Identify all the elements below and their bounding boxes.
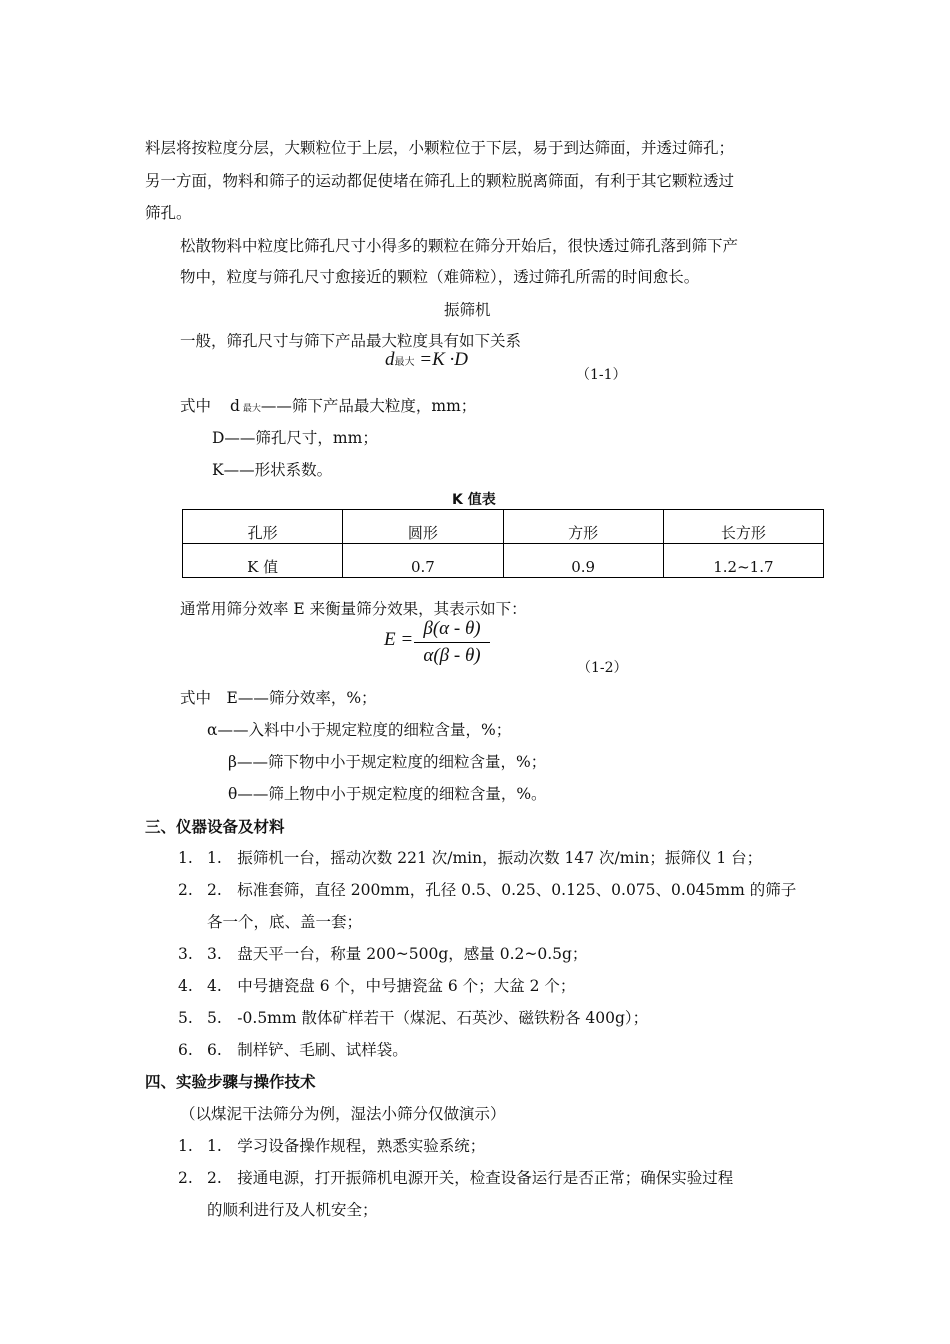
list-item: 2. 接通电源，打开振筛机电源开关，检查设备运行是否正常；确保实验过程 (207, 1169, 734, 1187)
eq1-rhs: =K ·D (419, 349, 468, 370)
list-item-number: 3. (178, 945, 193, 963)
eq1-lhs: d (385, 349, 395, 370)
paragraph-2-line-2: 物中，粒度与筛孔尺寸愈接近的颗粒（难筛粒），透过筛孔所需的时间愈长。 (180, 268, 700, 286)
table-cell: 0.7 (343, 544, 503, 578)
fraction-bar (414, 642, 490, 643)
table-cell: 0.9 (503, 544, 663, 578)
list-item: 4. 中号搪瓷盘 6 个，中号搪瓷盆 6 个；大盆 2 个； (207, 977, 576, 995)
relation-text: 一般，筛孔尺寸与筛下产品最大粒度具有如下关系 (180, 332, 522, 350)
k-value-table (182, 509, 824, 578)
eq2-denominator: α(β - θ) (423, 645, 481, 666)
table-cell: 1.2~1.7 (663, 544, 823, 578)
equation-number-1-2: （1-2） (577, 660, 628, 676)
list-item: 6. 制样铲、毛刷、试样袋。 (207, 1041, 408, 1059)
paragraph-2-line-1: 松散物料中粒度比筛孔尺寸小得多的颗粒在筛分开始后，很快透过筛孔落到筛下产 (180, 237, 739, 255)
k-table-title: K 值表 (452, 492, 496, 508)
eq1-def-d-max (180, 396, 476, 419)
list-item-number: 4. (178, 977, 193, 995)
table-cell: K 值 (183, 544, 343, 578)
header-cell: 长方形 (663, 510, 823, 544)
section-3-heading: 三、仪器设备及材料 (145, 818, 285, 836)
header-cell: 圆形 (343, 510, 503, 544)
list-item-continuation: 各一个，底、盖一套； (207, 913, 363, 931)
eq2-def-E: 式中 E——筛分效率，%； (180, 689, 377, 707)
eq2-def-beta: β——筛下物中小于规定粒度的细粒含量，%； (228, 753, 547, 771)
intro-line-1: 料层将按粒度分层，大颗粒位于上层，小颗粒位于下层，易于到达筛面，并透过筛孔； (145, 139, 735, 157)
eq1-def-K: K——形状系数。 (212, 461, 333, 479)
header-cell: 方形 (503, 510, 663, 544)
list-item: 1. 学习设备操作规程，熟悉实验系统； (207, 1137, 486, 1155)
d-subscript: 最大 (242, 404, 261, 414)
section-4-note: （以煤泥干法筛分为例，湿法小筛分仅做演示） (180, 1105, 506, 1123)
d-def-text: ——筛下产品最大粒度，mm； (260, 397, 477, 415)
equation-number-1-1: （1-1） (576, 367, 627, 383)
list-item: 2. 标准套筛，直径 200mm，孔径 0.5、0.25、0.125、0.075、0.045mm 的筛子 (207, 881, 797, 899)
eq2-def-alpha: α——入料中小于规定粒度的细粒含量，%； (207, 721, 512, 739)
list-item: 5. -0.5mm 散体矿样若干（煤泥、石英沙、磁铁粉各 400g）； (207, 1009, 649, 1027)
eq1-def-D: D——筛孔尺寸，mm； (212, 429, 378, 447)
intro-line-3: 筛孔。 (145, 204, 192, 222)
list-item: 1. 振筛机一台，摇动次数 221 次/min，振动次数 147 次/min；振筛仪 1 台； (207, 849, 763, 867)
equation-1-1 (385, 350, 468, 373)
eq2-def-theta: θ——筛上物中小于规定粒度的细粒含量，%。 (228, 785, 547, 803)
intro-line-2: 另一方面，物料和筛子的运动都促使堵在筛孔上的颗粒脱离筛面，有利于其它颗粒透过 (145, 172, 735, 190)
list-item-number: 1. (178, 849, 193, 867)
figure-caption: 振筛机 (444, 301, 491, 319)
eq2-numerator: β(α - θ) (423, 618, 481, 639)
list-item-number: 5. (178, 1009, 193, 1027)
table-row (183, 544, 824, 578)
list-item-continuation: 的顺利进行及人机安全； (207, 1201, 378, 1219)
d-symbol: d (229, 397, 240, 415)
list-item: 3. 盘天平一台，称量 200~500g，感量 0.2~0.5g； (207, 945, 588, 963)
table-header-row (183, 510, 824, 544)
header-cell: 孔形 (183, 510, 343, 544)
efficiency-intro: 通常用筛分效率 E 来衡量筛分效果，其表示如下： (180, 600, 527, 618)
section-4-heading: 四、实验步骤与操作技术 (145, 1073, 316, 1091)
list-item-number: 6. (178, 1041, 193, 1059)
eq1-lhs-subscript: 最大 (394, 357, 415, 368)
defs-prefix: 式中 (180, 397, 212, 415)
list-item-number: 2. (178, 881, 193, 899)
eq2-lhs: E = (384, 629, 414, 650)
list-item-number: 1. (178, 1137, 193, 1155)
list-item-number: 2. (178, 1169, 193, 1187)
